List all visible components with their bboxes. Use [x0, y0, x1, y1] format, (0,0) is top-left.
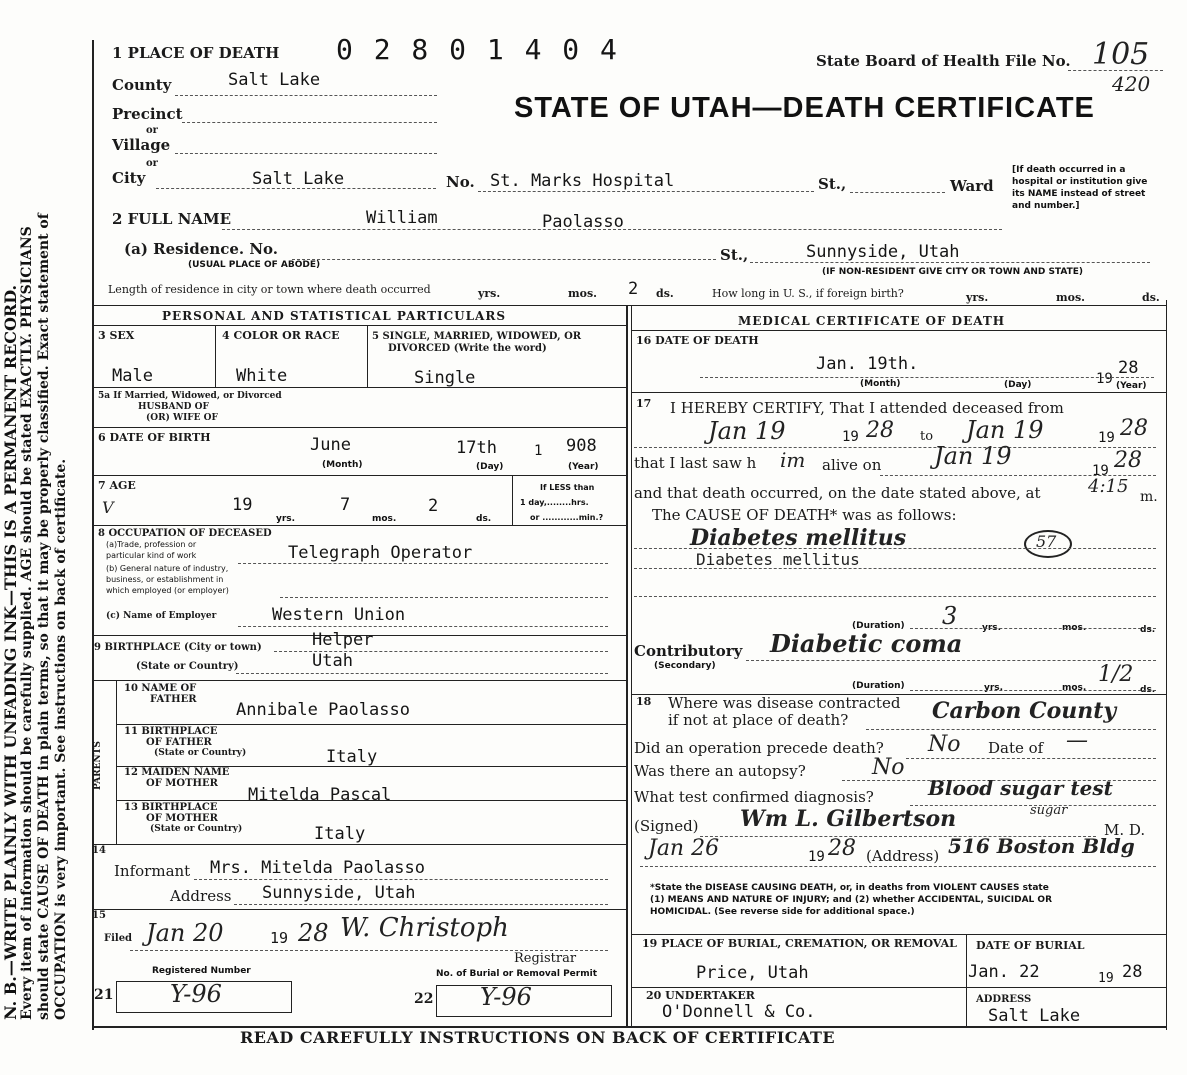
- dob-year-prefix: 1: [534, 443, 543, 459]
- father-birthplace: Italy: [326, 747, 378, 767]
- secondary-label: (Secondary): [654, 661, 716, 671]
- ward-label: Ward: [950, 177, 994, 195]
- street-label: St.,: [818, 175, 847, 193]
- less-than-1: If LESS than: [540, 483, 595, 492]
- certificate-title: STATE OF UTAH—DEATH CERTIFICATE: [514, 92, 1095, 124]
- birthplace-state: Utah: [312, 651, 353, 671]
- undertaker: O'Donnell & Co.: [662, 1002, 816, 1022]
- file-number: 105: [1092, 37, 1150, 72]
- mother-birthplace-label-3: (State or Country): [150, 824, 243, 834]
- age-divider: [512, 475, 513, 525]
- informant-label: Informant: [114, 862, 191, 880]
- burial-year: 28: [1122, 962, 1143, 982]
- birthplace-state-label: (State or Country): [136, 661, 239, 672]
- right-border: [1166, 300, 1167, 1030]
- nonresident-note: (IF NON-RESIDENT GIVE CITY OR TOWN AND STATE): [822, 267, 1084, 277]
- us-mos: mos.: [1056, 291, 1085, 304]
- registrar-label: Registrar: [514, 951, 577, 966]
- sign-address-line: [640, 866, 1156, 867]
- row-rule-1: [92, 387, 626, 388]
- contributory-label: Contributory: [634, 642, 743, 660]
- medical-rule-3: [631, 934, 1166, 935]
- cause-line-2: [634, 568, 1156, 569]
- father-label-1: 10 NAME OF: [124, 683, 197, 694]
- birthplace-label: 9 BIRTHPLACE (City or town): [94, 642, 262, 653]
- father-birthplace-label-3: (State or Country): [154, 748, 247, 758]
- m-label: m.: [1140, 489, 1158, 505]
- date-of-value: —: [1066, 728, 1088, 753]
- length-ds: ds.: [656, 287, 674, 300]
- informant-address-line: [234, 904, 608, 905]
- cause-code: 57: [1036, 532, 1057, 551]
- physician-address: 516 Boston Bldg: [948, 834, 1135, 858]
- dob-year: 908: [566, 436, 597, 456]
- employer-value: Western Union: [272, 605, 406, 625]
- dob-day-caption: (Day): [476, 462, 504, 472]
- alive-year-prefix: 19: [1092, 463, 1109, 479]
- operation-line: [906, 758, 1156, 759]
- informant-address-label: Address: [170, 887, 232, 905]
- last-saw-pronoun: im: [780, 448, 806, 472]
- city-value: Salt Lake: [252, 169, 345, 189]
- color-divider: [367, 325, 368, 387]
- marital-label-1: 5 SINGLE, MARRIED, WIDOWED, OR: [372, 331, 582, 342]
- father-birthplace-label-1: 11 BIRTHPLACE: [124, 726, 218, 737]
- sex-value: Male: [112, 366, 153, 386]
- column-divider: [626, 305, 628, 1026]
- place-of-death-hospital: St. Marks Hospital: [490, 171, 675, 191]
- county-label: County: [112, 76, 172, 94]
- signed-year: 28: [828, 836, 856, 861]
- item-15: 15: [92, 910, 106, 921]
- medical-rule-1: [631, 392, 1166, 393]
- dod-year-caption: (Year): [1116, 381, 1147, 391]
- occupation-b-1: (b) General nature of industry,: [106, 564, 229, 573]
- place-of-death-label: 1 PLACE OF DEATH: [112, 44, 280, 62]
- dod-year-prefix: 19: [1096, 371, 1113, 387]
- duration-label: (Duration): [852, 621, 905, 631]
- cause-line-1: [634, 548, 1156, 549]
- duration2-yrs-caption: yrs.: [984, 683, 1004, 693]
- sign-address-label: (Address): [866, 847, 940, 865]
- spouse-label-1: 5a If Married, Widowed, or Divorced: [98, 391, 282, 401]
- occupation-a-2: particular kind of work: [106, 551, 197, 560]
- st-line: [850, 192, 945, 193]
- birthplace-state-line: [236, 673, 608, 674]
- test-value: Blood sugar test: [928, 776, 1113, 800]
- age-mos-caption: mos.: [372, 514, 397, 524]
- duration-mos-caption: mos.: [1062, 623, 1087, 633]
- less-than-2: 1 day,........hrs.: [520, 498, 589, 507]
- mother-birthplace-label-2: OF MOTHER: [146, 813, 218, 824]
- where-contracted-label-2: if not at place of death?: [668, 711, 849, 729]
- attended-from-date: Jan 19: [708, 417, 786, 445]
- row-rule-2: [92, 427, 626, 428]
- first-name: William: [366, 208, 438, 228]
- age-mark: V: [102, 498, 114, 517]
- file-number-label: State Board of Health File No.: [816, 52, 1071, 70]
- occupation-label: 8 OCCUPATION OF DECEASED: [98, 528, 272, 539]
- birthplace-city: Helper: [312, 630, 374, 650]
- operation-value: No: [928, 732, 961, 757]
- us-yrs: yrs.: [966, 291, 989, 304]
- cause-of-death-label: The CAUSE OF DEATH* was as follows:: [652, 506, 957, 524]
- burial-date-label: DATE OF BURIAL: [976, 939, 1085, 952]
- side-instructions: [2, 213, 70, 1020]
- employer-label: (c) Name of Employer: [106, 611, 217, 621]
- contributory-line: [746, 660, 1156, 661]
- item-17: 17: [636, 397, 652, 410]
- less-than-3: or ............min.?: [530, 513, 604, 522]
- duration-years: 3: [942, 602, 958, 630]
- attended-to-year: 28: [1120, 416, 1148, 441]
- side-line-1: N. B.—WRITE PLAINLY WITH UNFADING INK—THIS IS A PERMANENT RECORD.: [1, 284, 20, 1020]
- precinct-line: [182, 122, 437, 123]
- undertaker-address-label: ADDRESS: [976, 994, 1032, 1005]
- personal-heading-rule: [92, 325, 626, 326]
- date-of-death: Jan. 19th.: [816, 354, 919, 374]
- or-1: or: [146, 125, 158, 136]
- sex-label: 3 SEX: [98, 329, 135, 342]
- date-of-label: Date of: [988, 739, 1044, 757]
- residence-label: (a) Residence. No.: [124, 240, 279, 258]
- footer-instructions: READ CAREFULLY INSTRUCTIONS ON BACK OF CERTIFICATE: [240, 1028, 836, 1047]
- occupation-value: Telegraph Operator: [288, 543, 473, 563]
- sex-divider: [215, 325, 216, 387]
- to-label: to: [920, 429, 934, 444]
- dob-month: June: [310, 435, 351, 455]
- where-line: [866, 729, 1156, 730]
- residence-city-line: [750, 262, 1150, 263]
- date-of-death-label: 16 DATE OF DEATH: [636, 334, 759, 347]
- occupation-line: [238, 563, 608, 564]
- column-divider-2: [631, 305, 632, 1026]
- duration2-label: (Duration): [852, 681, 905, 691]
- age-days: 2: [428, 496, 439, 516]
- industry-line: [280, 597, 608, 598]
- county-line: [175, 95, 437, 96]
- side-line-4: OCCUPATION is very important. See instructions on back of certificate.: [53, 458, 69, 1020]
- us-ds: ds.: [1142, 291, 1160, 304]
- signed-date: Jan 26: [648, 836, 720, 861]
- registered-number: Y-96: [170, 980, 222, 1008]
- autopsy-label: Was there an autopsy?: [634, 762, 806, 780]
- filed-year-prefix: 19: [270, 929, 289, 947]
- row-rule-9: [116, 800, 626, 801]
- row-rule-11: [92, 909, 626, 910]
- autopsy-value: No: [872, 755, 905, 780]
- spouse-label-3: (OR) WIFE OF: [146, 413, 218, 423]
- row-rule-7: [116, 724, 626, 725]
- residence-value: Sunnyside, Utah: [806, 242, 960, 262]
- side-line-2: Every item of information should be carefully supplied. AGE should be stated EXACTLY. PHYSICIANS: [19, 226, 35, 1020]
- age-yrs-caption: yrs.: [276, 514, 296, 524]
- item-14: 14: [92, 845, 106, 856]
- occupation-b-2: business, or establishment in: [106, 575, 224, 584]
- operation-label: Did an operation precede death?: [634, 739, 884, 757]
- mother-label-2: OF MOTHER: [146, 778, 218, 789]
- marital-value: Single: [414, 368, 476, 388]
- number-line: [478, 191, 814, 192]
- duration2-value: 1/2: [1098, 662, 1134, 687]
- medical-rule-4: [631, 987, 1166, 988]
- ward-note-2: hospital or institution give: [1012, 177, 1148, 187]
- ward-note-4: and number.]: [1012, 201, 1080, 211]
- md-label: M. D.: [1104, 821, 1146, 839]
- burial-permit-label: No. of Burial or Removal Permit: [436, 969, 597, 979]
- color-value: White: [236, 366, 288, 386]
- item-18: 18: [636, 695, 652, 708]
- medical-heading: MEDICAL CERTIFICATE OF DEATH: [738, 314, 1006, 328]
- undertaker-address: Salt Lake: [988, 1006, 1081, 1026]
- dod-month-caption: (Month): [860, 379, 901, 389]
- row-rule-3: [92, 475, 626, 476]
- dob-label: 6 DATE OF BIRTH: [98, 431, 211, 444]
- cause-of-death-typed: Diabetes mellitus: [696, 550, 860, 569]
- residence-sublabel: (USUAL PLACE OF ABODE): [188, 260, 321, 270]
- dod-year: 28: [1118, 358, 1139, 378]
- full-name-label: 2 FULL NAME: [112, 210, 232, 228]
- attended-line: [634, 447, 1156, 448]
- age-years: 19: [232, 495, 253, 515]
- duration2-ds-caption: ds.: [1140, 685, 1156, 695]
- burial-date: Jan. 22: [968, 962, 1040, 982]
- color-label: 4 COLOR OR RACE: [222, 329, 340, 342]
- medical-heading-rule: [631, 330, 1166, 331]
- marital-label-2: DIVORCED (Write the word): [388, 343, 547, 354]
- father-label-2: FATHER: [150, 694, 197, 705]
- burial-place: Price, Utah: [696, 963, 809, 983]
- parents-side-label: PARENTS: [93, 741, 103, 790]
- burial-divider: [966, 934, 967, 1026]
- test-label: What test confirmed diagnosis?: [634, 788, 874, 806]
- attended-from-year: 28: [866, 418, 894, 443]
- test-subvalue: sugar: [1030, 803, 1068, 818]
- physician-signature: Wm L. Gilbertson: [740, 806, 957, 832]
- personal-heading: PERSONAL AND STATISTICAL PARTICULARS: [162, 309, 507, 323]
- alive-on-label: alive on: [822, 456, 882, 474]
- signed-label: (Signed): [634, 817, 699, 835]
- parents-divider: [116, 680, 117, 844]
- city-label: City: [112, 169, 146, 187]
- filed-year: 28: [298, 919, 329, 947]
- where-contracted: Carbon County: [932, 698, 1117, 724]
- alive-on-date: Jan 19: [934, 442, 1012, 470]
- cause-note-3: HOMICIDAL. (See reverse side for additional space.): [650, 907, 915, 917]
- precinct-label: Precinct: [112, 105, 183, 123]
- alive-on-year: 28: [1114, 448, 1142, 473]
- occupation-b-3: which employed (or employer): [106, 586, 229, 595]
- dod-day-caption: (Day): [1004, 380, 1032, 390]
- ward-note-1: [If death occurred in a: [1012, 165, 1126, 175]
- contributory-cause: Diabetic coma: [770, 629, 963, 658]
- duration2-mos-caption: mos.: [1062, 683, 1087, 693]
- item-21: 21: [94, 987, 114, 1003]
- file-number-2: 420: [1112, 72, 1151, 96]
- cause-note-2: (1) MEANS AND NATURE OF INJURY; and (2) whether ACCIDENTAL, SUICIDAL OR: [650, 895, 1053, 905]
- residence-st-label: St.,: [720, 246, 749, 264]
- father-name: Annibale Paolasso: [236, 700, 410, 720]
- age-months: 7: [340, 495, 351, 515]
- left-border: [92, 40, 94, 1030]
- burial-year-prefix: 19: [1098, 971, 1114, 986]
- ward-note-3: its NAME instead of street: [1012, 189, 1146, 199]
- informant-line: [194, 879, 608, 880]
- from-year-prefix: 19: [842, 429, 859, 445]
- informant-address: Sunnyside, Utah: [262, 883, 416, 903]
- dod-line: [700, 377, 1154, 378]
- age-ds-caption: ds.: [476, 514, 492, 524]
- mother-birthplace-label-1: 13 BIRTHPLACE: [124, 802, 218, 813]
- or-2: or: [146, 158, 158, 169]
- duration2-line: [910, 690, 1156, 691]
- length-of-residence-label: Length of residence in city or town where death occurred: [108, 283, 431, 296]
- certificate-number: 0 2 8 0 1 4 0 4: [336, 33, 619, 66]
- dob-year-caption: (Year): [568, 462, 599, 472]
- father-birthplace-label-2: OF FATHER: [146, 737, 212, 748]
- burial-permit-number: Y-96: [480, 983, 532, 1011]
- village-label: Village: [112, 136, 171, 154]
- number-label: No.: [446, 173, 475, 191]
- burial-place-label: 19 PLACE OF BURIAL, CREMATION, OR REMOVAL: [642, 937, 957, 950]
- row-rule-4: [92, 525, 626, 526]
- employer-line: [238, 626, 608, 627]
- last-saw-label: that I last saw h: [634, 454, 757, 472]
- cause-line-3: [634, 596, 1156, 597]
- last-name: Paolasso: [542, 212, 624, 232]
- village-line: [175, 153, 437, 154]
- spouse-label-2: HUSBAND OF: [138, 402, 209, 412]
- age-label: 7 AGE: [98, 479, 136, 492]
- row-rule-10: [92, 844, 626, 845]
- filed-date: Jan 20: [146, 919, 224, 947]
- where-contracted-label-1: Where was disease contracted: [668, 694, 901, 712]
- attended-to-date: Jan 19: [966, 416, 1044, 444]
- row-rule-6: [92, 680, 626, 681]
- to-year-prefix: 19: [1098, 430, 1115, 446]
- mother-label-1: 12 MAIDEN NAME: [124, 767, 230, 778]
- length-days: 2: [628, 279, 639, 299]
- duration-ds-caption: ds.: [1140, 625, 1156, 635]
- dob-month-caption: (Month): [322, 460, 363, 470]
- item-22: 22: [414, 991, 434, 1007]
- registrar-signature: W. Christoph: [340, 913, 509, 943]
- us-residence-label: How long in U. S., if foreign birth?: [712, 287, 904, 300]
- residence-line: [292, 259, 716, 260]
- filed-label: Filed: [104, 933, 133, 944]
- mother-name: Mitelda Pascal: [248, 785, 392, 805]
- registered-number-label: Registered Number: [152, 966, 251, 976]
- county-value: Salt Lake: [228, 70, 321, 90]
- cause-of-death-handwritten: Diabetes mellitus: [690, 525, 907, 551]
- length-yrs: yrs.: [478, 287, 501, 300]
- time-of-death: 4:15: [1088, 476, 1129, 497]
- section-top-rule: [92, 305, 1166, 306]
- length-mos: mos.: [568, 287, 597, 300]
- signed-year-prefix: 19: [808, 849, 825, 865]
- duration-yrs-caption: yrs.: [982, 623, 1002, 633]
- certify-text: I HEREBY CERTIFY, That I attended deceased from: [670, 399, 1064, 417]
- undertaker-label: 20 UNDERTAKER: [646, 989, 755, 1002]
- mother-birthplace: Italy: [314, 824, 366, 844]
- death-occurred-label: and that death occurred, on the date stated above, at: [634, 484, 1041, 502]
- informant-name: Mrs. Mitelda Paolasso: [210, 858, 425, 878]
- dob-day: 17th: [456, 438, 497, 458]
- cause-note-1: *State the DISEASE CAUSING DEATH, or, in deaths from VIOLENT CAUSES state: [650, 883, 1049, 893]
- side-line-3: should state CAUSE OF DEATH in plain terms, so that it may be properly classified. Exact statement of: [36, 213, 52, 1020]
- occupation-a-1: (a)Trade, profession or: [106, 540, 197, 549]
